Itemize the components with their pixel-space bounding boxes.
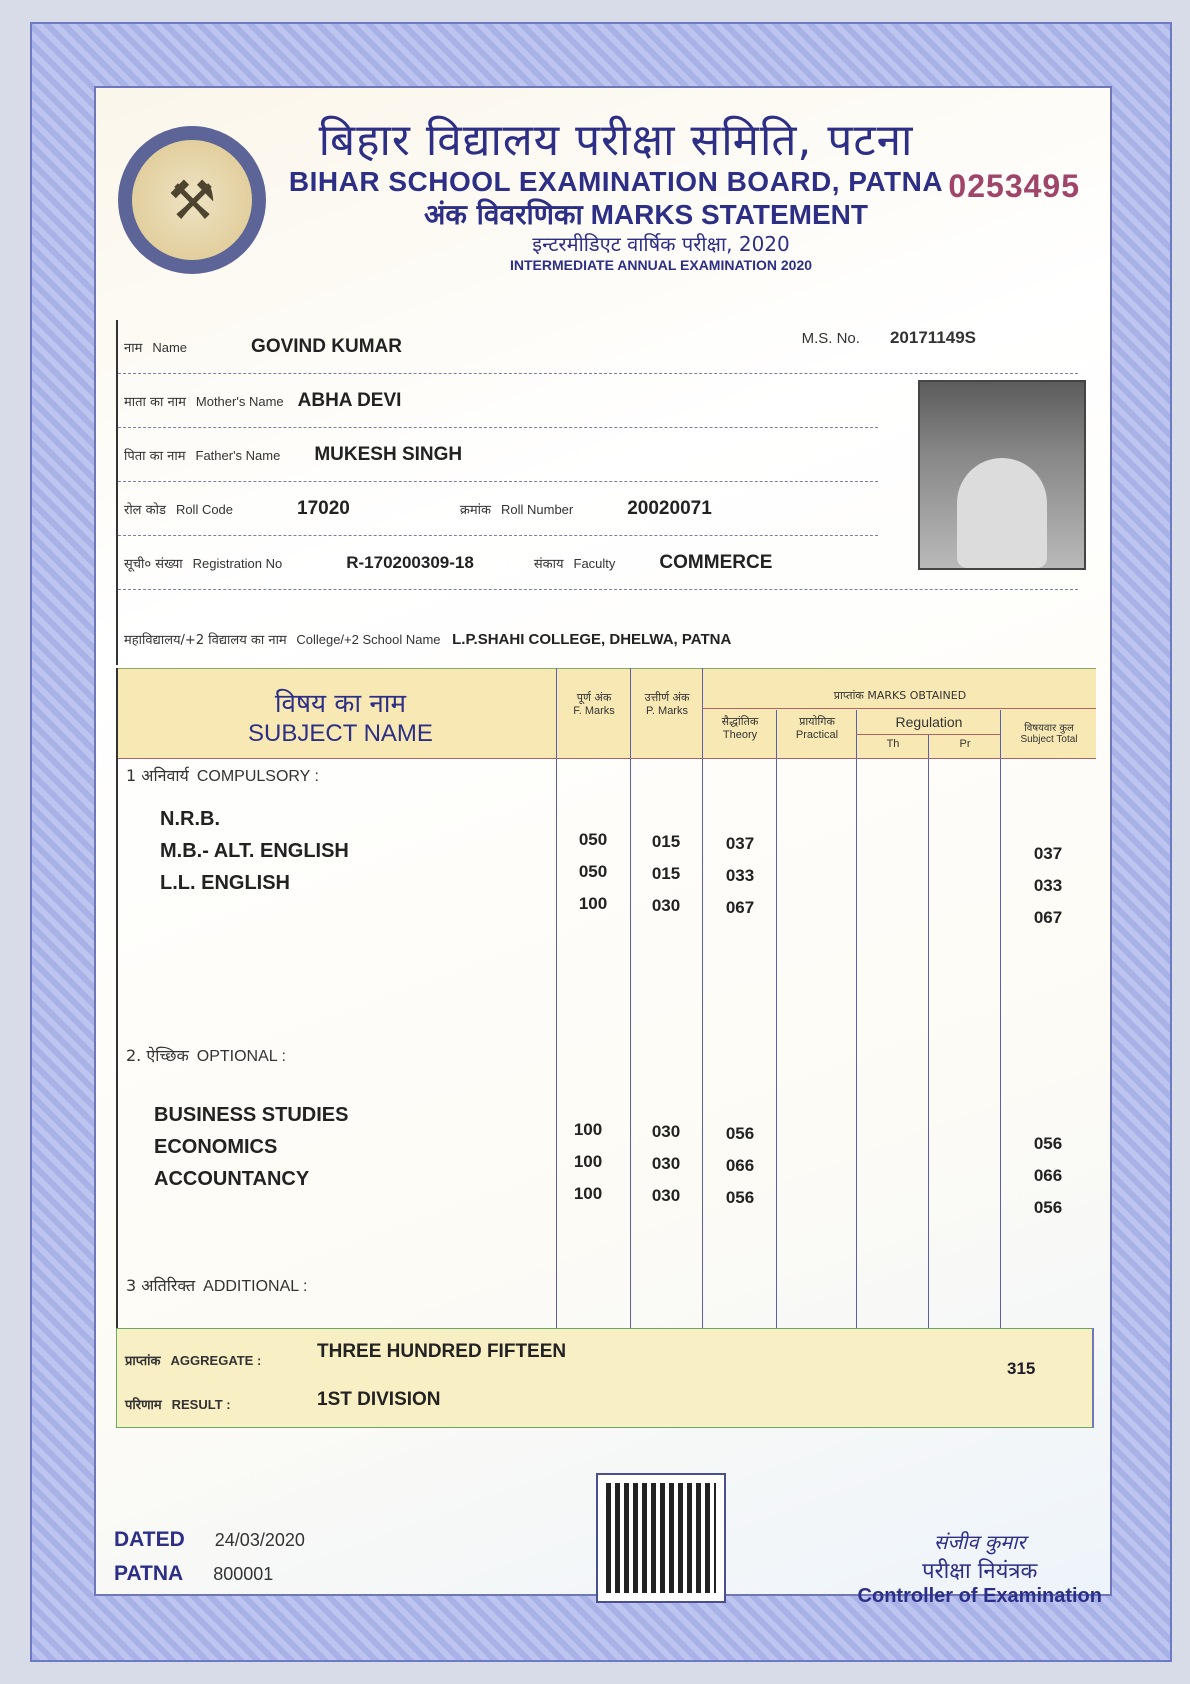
- section-label-hindi: 2. ऐच्छिक: [126, 1046, 189, 1065]
- pass-marks: 030: [651, 1122, 681, 1141]
- subject-total: 056: [1033, 1134, 1063, 1153]
- marks-table: [116, 668, 1094, 1348]
- subject-header: [248, 684, 433, 748]
- pass-marks-label: P. Marks: [646, 705, 688, 717]
- section-additional: [126, 1274, 307, 1296]
- full-marks: 100: [573, 1120, 603, 1139]
- mother-row: [118, 374, 878, 428]
- subject-total-header: [1002, 720, 1096, 745]
- subject-total: 056: [1033, 1198, 1063, 1217]
- reg-pr-header: Pr: [959, 738, 971, 750]
- father-label: Father's Name: [195, 447, 281, 463]
- header-rule: [702, 708, 1096, 709]
- col-divider: [702, 668, 703, 1348]
- practical-label: Practical: [795, 729, 839, 741]
- subject-total: 037: [1033, 844, 1063, 863]
- col-divider: [630, 668, 631, 1348]
- pass-marks: 015: [651, 864, 681, 883]
- pass-marks: 015: [651, 832, 681, 851]
- qr-pattern: [606, 1483, 716, 1593]
- subject-name: M.B.- ALT. ENGLISH: [160, 840, 349, 862]
- mother-label-hindi: माता का नाम: [124, 394, 186, 410]
- pass-marks-hindi: उत्तीर्ण अंक: [644, 691, 690, 704]
- aggregate-words: THREE HUNDRED FIFTEEN: [317, 1341, 567, 1362]
- registration-label-hindi: सूची० संख्या: [124, 556, 183, 572]
- result-label-english: RESULT :: [171, 1397, 231, 1412]
- faculty: COMMERCE: [659, 551, 773, 573]
- aggregate-label: [125, 1351, 261, 1369]
- father-row: [118, 428, 878, 482]
- marks-obtained-header: प्राप्तांक MARKS OBTAINED: [833, 689, 967, 702]
- certificate-border: [30, 22, 1172, 1662]
- aggregate-label-hindi: प्राप्तांक: [125, 1354, 161, 1369]
- signature: संजीव कुमार: [933, 1530, 1026, 1554]
- theory-marks: 056: [725, 1124, 755, 1143]
- emblem-seal-icon: ⚒: [118, 126, 266, 274]
- aggregate-label-english: AGGREGATE :: [170, 1353, 262, 1368]
- theory-marks: 067: [725, 898, 755, 917]
- result-label: [125, 1395, 231, 1413]
- pass-marks: 030: [651, 1186, 681, 1205]
- doc-title: [336, 198, 956, 232]
- pin-code: 800001: [213, 1564, 274, 1584]
- exam-english: INTERMEDIATE ANNUAL EXAMINATION 2020: [509, 257, 813, 273]
- place-line: [114, 1557, 305, 1591]
- qr-code-icon: [596, 1473, 726, 1603]
- student-info: [116, 320, 1076, 665]
- subject-total-hindi: विषयवार कुल: [1024, 723, 1074, 734]
- full-marks-header: [558, 690, 630, 717]
- ms-no-value: 20171149S: [889, 328, 976, 347]
- full-marks-hindi: पूर्ण अंक: [576, 691, 612, 704]
- ms-no: [802, 328, 976, 348]
- place-label: PATNA: [114, 1562, 184, 1585]
- practical-hindi: प्रायोगिक: [799, 715, 835, 728]
- name-label-hindi: नाम: [124, 340, 143, 356]
- reg-th-header: Th: [886, 738, 900, 750]
- controller-hindi: परीक्षा नियंत्रक: [922, 1559, 1038, 1584]
- date-place: [114, 1523, 305, 1591]
- subject-total-label: Subject Total: [1020, 734, 1078, 745]
- subject-header-hindi: विषय का नाम: [274, 689, 407, 719]
- subject-header-english: SUBJECT NAME: [248, 720, 433, 747]
- subject-name: BUSINESS STUDIES: [154, 1104, 349, 1126]
- full-marks: 050: [578, 862, 608, 881]
- col-divider: [1000, 710, 1001, 1348]
- faculty-label: Faculty: [573, 555, 616, 571]
- college-name: L.P.SHAHI COLLEGE, DHELWA, PATNA: [452, 631, 732, 648]
- subject-total: 066: [1033, 1166, 1063, 1185]
- full-marks: 050: [578, 830, 608, 849]
- result-label-hindi: परिणाम: [125, 1398, 162, 1413]
- photo-face: [957, 458, 1047, 568]
- subject-name: N.R.B.: [160, 808, 220, 830]
- col-divider: [776, 710, 777, 1348]
- section-optional: [126, 1044, 286, 1066]
- theory-marks: 033: [725, 866, 755, 885]
- mother-label: Mother's Name: [195, 393, 284, 409]
- header: [276, 116, 956, 274]
- father-label-hindi: पिता का नाम: [124, 448, 186, 464]
- college-label: College/+2 School Name: [296, 632, 441, 647]
- registration-label: Registration No: [192, 555, 283, 571]
- header-rule: [118, 758, 1096, 759]
- section-label: COMPULSORY :: [196, 768, 319, 785]
- aggregate-box: [116, 1328, 1094, 1428]
- subject-name: L.L. ENGLISH: [160, 872, 290, 894]
- aggregate-total: 315: [1007, 1359, 1036, 1378]
- full-marks: 100: [578, 894, 608, 913]
- student-photo: [918, 380, 1086, 570]
- issue-date: 24/03/2020: [214, 1530, 305, 1550]
- footer: [96, 1448, 1114, 1607]
- mother-name: ABHA DEVI: [297, 389, 402, 411]
- marks-statement: [94, 86, 1112, 1607]
- dated-label: DATED: [114, 1528, 185, 1551]
- roll-code-label-hindi: रोल कोड: [124, 502, 166, 518]
- roll-number: 20020071: [627, 497, 712, 519]
- theory-marks: 066: [725, 1156, 755, 1175]
- full-marks: 100: [573, 1184, 603, 1203]
- section-label: OPTIONAL :: [196, 1048, 286, 1065]
- col-divider: [856, 710, 857, 1348]
- name-label: Name: [152, 339, 188, 355]
- subject-name: ECONOMICS: [154, 1136, 278, 1158]
- title-hindi: बिहार विद्यालय परीक्षा समिति, पटना: [318, 115, 914, 166]
- section-label-hindi: 3 अतिरिक्त: [126, 1276, 196, 1295]
- exam-hindi: इन्टरमीडिएट वार्षिक परीक्षा, 2020: [532, 232, 790, 256]
- full-marks-label: F. Marks: [573, 705, 615, 717]
- doc-title-hindi: अंक विवरणिका: [424, 198, 583, 231]
- result-value: 1ST DIVISION: [317, 1389, 441, 1410]
- section-label-hindi: 1 अनिवार्य: [126, 766, 189, 785]
- faculty-label-hindi: संकाय: [533, 556, 564, 572]
- theory-label: Theory: [722, 729, 758, 741]
- student-name: GOVIND KUMAR: [251, 335, 402, 357]
- dated-line: [114, 1523, 305, 1557]
- title-english: BIHAR SCHOOL EXAMINATION BOARD, PATNA: [288, 166, 944, 197]
- practical-header: [778, 714, 856, 741]
- roll-number-label-hindi: क्रमांक: [459, 502, 491, 518]
- doc-title-english: MARKS STATEMENT: [590, 199, 868, 230]
- serial-number: 0253495: [948, 168, 1080, 204]
- roll-code: 17020: [297, 497, 350, 519]
- col-divider: [556, 668, 557, 1348]
- theory-marks: 037: [725, 834, 755, 853]
- college-label-hindi: महाविद्यालय/+2 विद्यालय का नाम: [124, 633, 287, 648]
- col-divider: [928, 734, 929, 1348]
- theory-hindi: सैद्धांतिक: [721, 715, 759, 728]
- college-row: [118, 630, 1078, 648]
- regulation-header: Regulation: [895, 714, 963, 730]
- full-marks: 100: [573, 1152, 603, 1171]
- section-compulsory: [126, 764, 319, 786]
- subject-total: 067: [1033, 908, 1063, 927]
- registration-no: R-170200309-18: [346, 552, 474, 572]
- ms-no-label: M.S. No.: [801, 330, 860, 347]
- father-name: MUKESH SINGH: [314, 443, 463, 465]
- subject-total: 033: [1033, 876, 1063, 895]
- pass-marks: 030: [651, 896, 681, 915]
- roll-code-label: Roll Code: [175, 501, 234, 517]
- pass-marks: 030: [651, 1154, 681, 1173]
- roll-row: [118, 482, 878, 536]
- controller-signature: [858, 1528, 1102, 1608]
- theory-header: [704, 714, 776, 741]
- pass-marks-header: [632, 690, 702, 717]
- controller-english: Controller of Examination: [857, 1585, 1102, 1607]
- header-rule: [856, 734, 1000, 735]
- section-label: ADDITIONAL :: [203, 1278, 308, 1295]
- subject-name: ACCOUNTANCY: [154, 1168, 310, 1190]
- theory-marks: 056: [725, 1188, 755, 1207]
- roll-number-label: Roll Number: [500, 501, 574, 517]
